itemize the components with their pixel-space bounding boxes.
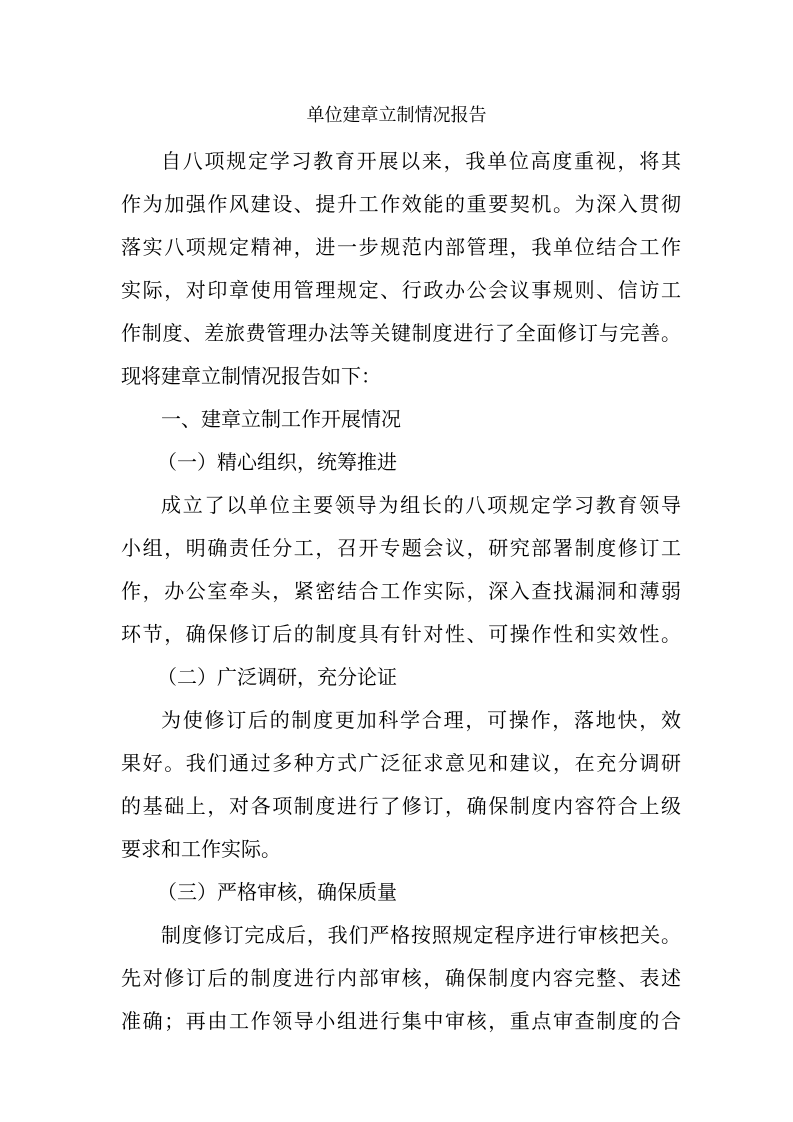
body-line: 作为加强作风建设、提升工作效能的重要契机。为深入贯彻 (121, 192, 681, 216)
body-line: 环节，确保修订后的制度具有针对性、可操作性和实效性。 (121, 622, 681, 646)
body-line: 果好。我们通过多种方式广泛征求意见和建议，在充分调研 (121, 751, 681, 775)
body-line: 作制度、差旅费管理办法等关键制度进行了全面修订与完善。 (121, 321, 681, 345)
body-line: 成立了以单位主要领导为组长的八项规定学习教育领导 (161, 493, 681, 517)
body-line: 小组，明确责任分工，召开专题会议，研究部署制度修订工 (121, 536, 681, 560)
subsection-heading: （二）广泛调研，充分论证 (157, 665, 397, 689)
document-title: 单位建章立制情况报告 (306, 105, 487, 126)
body-line: 作，办公室牵头，紧密结合工作实际，深入查找漏洞和薄弱 (121, 579, 681, 603)
body-line: 自八项规定学习教育开展以来，我单位高度重视，将其 (161, 149, 681, 173)
subsection-heading: （一）精心组织，统筹推进 (157, 450, 397, 474)
body-line: 准确；再由工作领导小组进行集中审核，重点审查制度的合 (121, 1009, 681, 1033)
section-heading: 一、建章立制工作开展情况 (161, 407, 401, 431)
body-line: 落实八项规定精神，进一步规范内部管理，我单位结合工作 (121, 235, 681, 259)
body-line: 为使修订后的制度更加科学合理，可操作，落地快，效 (161, 708, 681, 732)
document-body (121, 140, 681, 1043)
body-line: 制度修订完成后，我们严格按照规定程序进行审核把关。 (161, 923, 681, 947)
body-line: 现将建章立制情况报告如下： (121, 364, 381, 388)
body-line: 实际，对印章使用管理规定、行政办公会议事规则、信访工 (121, 278, 681, 302)
body-line: 先对修订后的制度进行内部审核，确保制度内容完整、表述 (121, 966, 681, 990)
body-line: 要求和工作实际。 (121, 837, 281, 861)
body-line: 的基础上，对各项制度进行了修订，确保制度内容符合上级 (121, 794, 681, 818)
subsection-heading: （三）严格审核，确保质量 (157, 880, 397, 904)
